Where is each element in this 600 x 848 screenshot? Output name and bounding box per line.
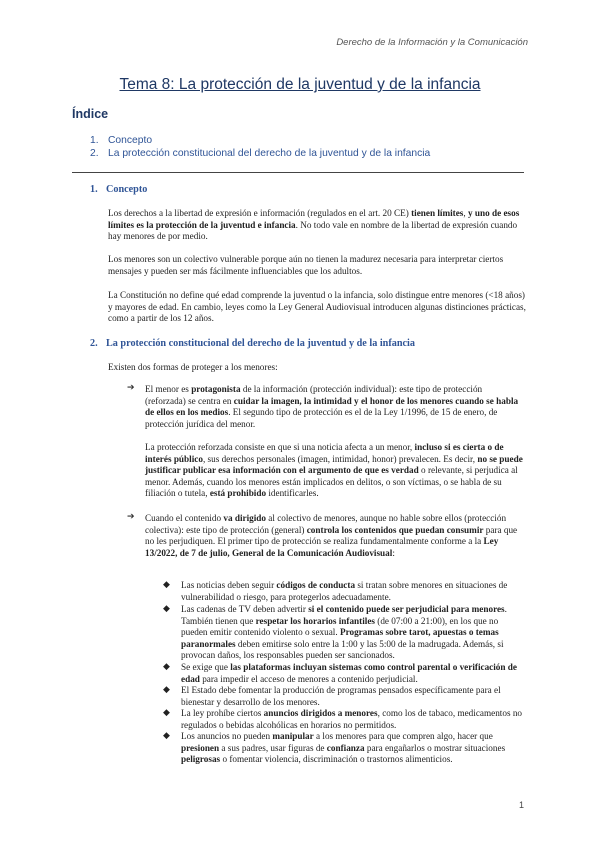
diamond-bullet-icon: ◆ — [163, 708, 170, 718]
arrow-bullet-icon: ➔ — [127, 383, 135, 393]
index-heading: Índice — [72, 107, 109, 121]
section-2-intro: Existen dos formas de proteger a los menores: — [108, 362, 278, 372]
document-header: Derecho de la Información y la Comunicación — [336, 37, 528, 48]
bullet-item: Las cadenas de TV deben advertir si el contenido puede ser perjudicial para menores. También tienen que respetar los horarios infantiles (de 07:00 a 21:00), en los que no pueden emitir contenido violento o sexual. Programas sobre tarot, apuestas o temas paranormales deben emitirse solo entre la 1:00 y las 5:00 de la madrugada. Además, si provocan daños, los responsables pueden ser sancionados. — [181, 604, 507, 661]
bullet-item: Los anuncios no pueden manipular a los menores para que compren algo, hacer que presionen a sus padres, usar figuras de confianza para engañarlos o mostrar situaciones peligrosas o fomentar violencia, discriminación o trastornos alimenticios. — [181, 731, 506, 765]
section-1-paragraph-1: Los derechos a la libertad de expresión e información (regulados en el art. 20 CE) tienen límites, y uno de esos límites es la protección de la juventud e infancia. No todo vale en nombre de la libertad de expresión cuando hay menores de por medio. — [108, 208, 520, 242]
bullet-item: El Estado debe fomentar la producción de programas pensados específicamente para el bienestar y desarrollo de los menores. — [181, 685, 501, 707]
protection-colectiva-paragraph: Cuando el contenido va dirigido al colectivo de menores, aunque no hable sobre ellos (protección colectiva): este tipo de protección (general) controla los contenidos que puedan consumir para que no les perjudiquen. El primer tipo de protección se realiza fundamentalmente conforme a la Ley 13/2022, de 7 de julio, General de la Comunicación Audiovisual: — [145, 513, 518, 558]
section-1-paragraph-3: La Constitución no define qué edad comprende la juventud o la infancia, solo distingue entre menores (<18 años) y mayores de edad. En cambio, leyes como la Ley General Audiovisual introducen algunas distinciones prácticas, como a partir de los 12 años. — [108, 290, 526, 324]
arrow-bullet-icon: ➔ — [127, 512, 135, 522]
index-item[interactable]: 1. Concepto — [90, 135, 153, 146]
section-1-heading: 1. Concepto — [90, 184, 148, 195]
bullet-item: Las noticias deben seguir códigos de conducta si tratan sobre menores en situaciones de vulnerabilidad o riesgo, para protegerlos adecuadamente. — [181, 580, 508, 602]
diamond-bullet-icon: ◆ — [163, 604, 170, 614]
page-number: 1 — [518, 800, 524, 810]
index-list — [90, 134, 430, 160]
bullet-item: Se exige que las plataformas incluyan sistemas como control parental o verificación de edad para impedir el acceso de menores a contenido perjudicial. — [181, 662, 517, 684]
section-1-paragraph-2: Los menores son un colectivo vulnerable porque aún no tienen la madurez necesaria para interpretar ciertos mensajes y pueden ser más fácilmente influenciables que los adultos. — [108, 254, 504, 276]
diamond-bullet-icon: ◆ — [163, 580, 170, 590]
diamond-bullet-icon: ◆ — [163, 662, 170, 672]
index-item[interactable]: 2. La protección constitucional del derecho de la juventud y de la infancia — [90, 148, 431, 159]
diamond-bullet-icon: ◆ — [163, 731, 170, 741]
protection-individual-paragraph: El menor es protagonista de la información (protección individual): este tipo de protección (reforzada) se centra en cuidar la imagen, la intimidad y el honor de los menores cuando se habla de ellos en los medios. El segundo tipo de protección es el de la Ley 1/1996, de 15 de enero, de protección jurídica del menor. — [145, 384, 519, 429]
section-2-heading: 2. La protección constitucional del derecho de la juventud y de la infancia — [90, 338, 415, 349]
bullet-item: La ley prohíbe ciertos anuncios dirigidos a menores, como los de tabaco, medicamentos no regulados o bebidas alcohólicas en horarios no permitidos. — [181, 708, 523, 730]
page-title: Tema 8: La protección de la juventud y de la infancia — [119, 76, 481, 93]
diamond-bullet-icon: ◆ — [163, 685, 170, 695]
divider — [72, 172, 524, 173]
protection-reforzada-paragraph: La protección reforzada consiste en que si una noticia afecta a un menor, incluso si es cierta o de interés público, sus derechos personales (imagen, intimidad, honor) prevalecen. Es decir, no se puede justificar publicar esa información con el argumento de que es verdad o relevante, si perjudica al menor. Además, cuando los menores están implicados en delitos, o son víctimas, o se habla de su filiación o tutela, está prohibido identificarles. — [145, 442, 523, 499]
